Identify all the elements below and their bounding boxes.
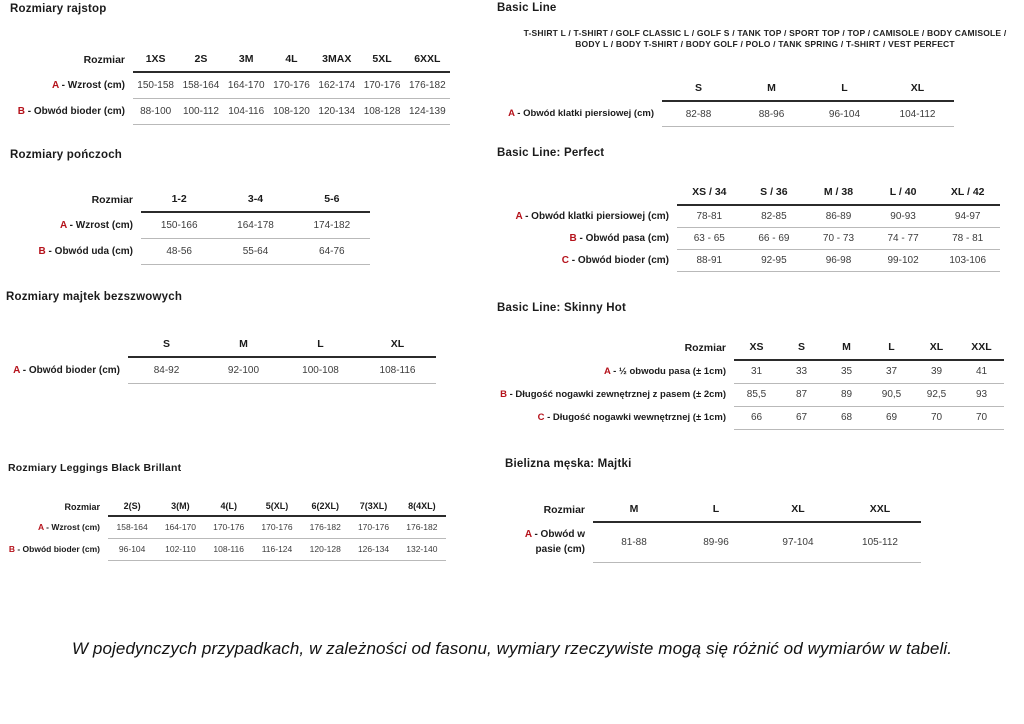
size-column-header: XS / 34	[677, 181, 742, 205]
size-value-cell: 88-91	[677, 249, 742, 271]
size-column-header: 2(S)	[108, 496, 156, 516]
size-table	[10, 188, 370, 265]
size-column-header: M	[593, 498, 675, 522]
measurement-label: B - Obwód pasa (cm)	[569, 232, 669, 244]
size-header-row	[497, 77, 954, 101]
size-value-cell: 100-108	[282, 357, 359, 383]
measurement-label: A - Obwód w pasie (cm)	[524, 529, 585, 555]
size-column-header: 3-4	[217, 188, 293, 212]
size-value-cell: 97-104	[757, 522, 839, 562]
size-value-cell: 150-158	[133, 72, 178, 98]
size-value-cell: 174-182	[294, 212, 370, 238]
size-column-header: L / 40	[871, 181, 936, 205]
size-value-cell: 162-174	[314, 72, 359, 98]
size-column-header: S	[779, 336, 824, 360]
size-value-cell: 96-104	[808, 101, 881, 127]
size-table	[8, 496, 446, 561]
size-value-cell: 81-88	[593, 522, 675, 562]
size-value-cell: 92,5	[914, 383, 959, 406]
measurement-label: A - ½ obwodu pasa (± 1cm)	[603, 366, 726, 377]
size-value-cell: 96-98	[806, 249, 871, 271]
size-value-cell: 158-164	[178, 72, 223, 98]
measurement-letter: B	[569, 232, 577, 244]
size-column-header: L	[282, 333, 359, 357]
measurement-row	[497, 383, 1004, 406]
size-value-cell: 176-182	[405, 72, 450, 98]
size-column-header: 6(2XL)	[301, 496, 349, 516]
table-corner-label: Rozmiar	[91, 194, 133, 206]
size-value-cell: 132-140	[398, 538, 446, 560]
size-value-cell: 126-134	[349, 538, 397, 560]
measurement-row	[497, 406, 1004, 429]
section-title-leggings-black-brillant: Rozmiary Leggings Black Brillant	[8, 462, 182, 474]
size-header-row	[497, 336, 1004, 360]
size-value-cell: 37	[869, 360, 914, 383]
measurement-label: A - Wzrost (cm)	[60, 219, 133, 231]
measurement-label: B - Obwód bioder (cm)	[17, 105, 125, 117]
size-table	[497, 181, 1000, 272]
size-value-cell: 93	[959, 383, 1004, 406]
section-title-rozmiary-rajstop: Rozmiary rajstop	[10, 3, 107, 15]
section-title-basic-line-skinny-hot: Basic Line: Skinny Hot	[497, 302, 627, 314]
size-table-majtki-meskie	[505, 498, 921, 563]
size-value-cell: 100-112	[178, 98, 223, 124]
size-value-cell: 90-93	[871, 205, 936, 227]
size-column-header: 7(3XL)	[349, 496, 397, 516]
measurement-label: B - Obwód uda (cm)	[38, 245, 133, 257]
size-column-header: 6XXL	[405, 48, 450, 72]
size-header-row	[10, 48, 450, 72]
size-column-header: XXL	[959, 336, 1004, 360]
size-table	[10, 48, 450, 125]
size-value-cell: 103-106	[935, 249, 1000, 271]
size-column-header: XL	[757, 498, 839, 522]
size-column-header: 5(XL)	[253, 496, 301, 516]
size-value-cell: 170-176	[359, 72, 404, 98]
measurement-row	[10, 212, 370, 238]
size-column-header: S	[128, 333, 205, 357]
size-value-cell: 104-116	[224, 98, 269, 124]
size-table	[6, 333, 436, 384]
section-title-rozmiary-ponczoch: Rozmiary pończoch	[10, 149, 123, 161]
measurement-letter: A	[524, 529, 532, 540]
size-column-header: 8(4XL)	[398, 496, 446, 516]
size-value-cell: 67	[779, 406, 824, 429]
size-value-cell: 70	[914, 406, 959, 429]
size-value-cell: 94-97	[935, 205, 1000, 227]
size-value-cell: 108-116	[359, 357, 436, 383]
size-column-header: XS	[734, 336, 779, 360]
size-column-header: M	[735, 77, 808, 101]
measurement-label: A - Obwód klatki piersiowej (cm)	[515, 210, 669, 222]
size-value-cell: 108-120	[269, 98, 314, 124]
measurement-label: C - Obwód bioder (cm)	[561, 254, 669, 266]
size-value-cell: 48-56	[141, 238, 217, 264]
basic-line-product-list: T-SHIRT L / T-SHIRT / GOLF CLASSIC L / GOLF S / TANK TOP / SPORT TOP / TOP / CAMISOLE / BODY CAMISOLE / BODY L / BODY T-SHIRT / BODY GOLF / POLO / TANK SPRING / T-SHIRT / VEST PERFECT	[523, 28, 1007, 50]
size-value-cell: 86-89	[806, 205, 871, 227]
section-title-basic-line: Basic Line	[497, 2, 557, 14]
size-value-cell: 84-92	[128, 357, 205, 383]
measurement-row	[8, 538, 446, 560]
size-table-rajstop	[10, 48, 450, 125]
size-column-header: S / 36	[742, 181, 807, 205]
measurement-row	[497, 249, 1000, 271]
size-column-header: 3M	[224, 48, 269, 72]
size-value-cell: 82-88	[662, 101, 735, 127]
size-table	[505, 498, 921, 563]
size-value-cell: 41	[959, 360, 1004, 383]
size-value-cell: 89-96	[675, 522, 757, 562]
size-value-cell: 170-176	[205, 516, 253, 538]
size-value-cell: 39	[914, 360, 959, 383]
size-value-cell: 104-112	[881, 101, 954, 127]
measurement-letter: B	[17, 105, 25, 117]
size-value-cell: 108-128	[359, 98, 404, 124]
size-value-cell: 124-139	[405, 98, 450, 124]
size-column-header: XL	[359, 333, 436, 357]
size-value-cell: 176-182	[398, 516, 446, 538]
table-corner-label: Rozmiar	[64, 502, 100, 512]
section-basic-line	[497, 1, 1011, 127]
size-column-header: XL	[881, 77, 954, 101]
size-table-basic-line	[497, 77, 1011, 128]
section-title-rozmiary-majtek-bezszwowych: Rozmiary majtek bezszwowych	[6, 291, 183, 303]
size-value-cell: 96-104	[108, 538, 156, 560]
size-value-cell: 164-170	[156, 516, 204, 538]
size-value-cell: 85,5	[734, 383, 779, 406]
measurement-letter: C	[537, 412, 545, 423]
measurement-row	[497, 101, 954, 127]
size-column-header: 5XL	[359, 48, 404, 72]
measurement-letter: A	[52, 79, 59, 91]
size-value-cell: 89	[824, 383, 869, 406]
size-value-cell: 92-95	[742, 249, 807, 271]
measurement-row	[8, 516, 446, 538]
measurement-label: C - Długość nogawki wewnętrznej (± 1cm)	[537, 412, 726, 423]
table-corner-label: Rozmiar	[543, 504, 585, 516]
measurement-label: A - Wzrost (cm)	[52, 79, 125, 91]
size-column-header: M	[205, 333, 282, 357]
measurement-label: A - Obwód klatki piersiowej (cm)	[508, 108, 654, 120]
size-value-cell: 69	[869, 406, 914, 429]
measurement-letter: A	[515, 210, 523, 222]
size-value-cell: 88-96	[735, 101, 808, 127]
size-value-cell: 99-102	[871, 249, 936, 271]
measurement-letter: B	[38, 245, 46, 257]
size-value-cell: 158-164	[108, 516, 156, 538]
size-column-header: M	[824, 336, 869, 360]
section-rozmiary-leggings-black-brillant	[8, 461, 446, 561]
size-value-cell: 105-112	[839, 522, 921, 562]
size-header-row	[505, 498, 921, 522]
size-column-header: 1XS	[133, 48, 178, 72]
measurement-label: B - Długość nogawki zewnętrznej z pasem (± 2cm)	[500, 389, 726, 400]
size-value-cell: 176-182	[301, 516, 349, 538]
size-header-row	[8, 496, 446, 516]
size-column-header: S	[662, 77, 735, 101]
size-column-header: 4L	[269, 48, 314, 72]
size-value-cell: 170-176	[349, 516, 397, 538]
section-rozmiary-ponczoch	[10, 148, 370, 265]
size-value-cell: 108-116	[205, 538, 253, 560]
size-table	[497, 77, 954, 128]
size-value-cell: 63 - 65	[677, 227, 742, 249]
measurement-row	[497, 227, 1000, 249]
section-basic-line-skinny-hot	[497, 301, 1004, 430]
size-value-cell: 31	[734, 360, 779, 383]
table-corner-label	[6, 333, 128, 357]
size-value-cell: 82-85	[742, 205, 807, 227]
section-title-bielizna-meska-majtki: Bielizna męska: Majtki	[505, 458, 632, 470]
size-value-cell: 150-166	[141, 212, 217, 238]
size-column-header: XXL	[839, 498, 921, 522]
size-column-header: L	[869, 336, 914, 360]
size-value-cell: 164-170	[224, 72, 269, 98]
section-bielizna-meska-majtki	[505, 457, 921, 563]
measurement-row	[505, 522, 921, 562]
measurement-letter: A	[603, 366, 611, 377]
size-header-row	[10, 188, 370, 212]
size-value-cell: 120-128	[301, 538, 349, 560]
size-value-cell: 78-81	[677, 205, 742, 227]
measurement-letter: B	[500, 389, 507, 400]
size-value-cell: 170-176	[253, 516, 301, 538]
size-table-majtki-bezszwowe	[6, 333, 436, 384]
size-value-cell: 87	[779, 383, 824, 406]
measurement-row	[497, 360, 1004, 383]
measurement-label: A - Wzrost (cm)	[37, 522, 100, 532]
measurement-letter: A	[13, 364, 20, 376]
size-value-cell: 92-100	[205, 357, 282, 383]
measurement-row	[10, 98, 450, 124]
size-table-ponczochy	[10, 188, 370, 265]
size-value-cell: 66	[734, 406, 779, 429]
size-value-cell: 120-134	[314, 98, 359, 124]
size-column-header: 5-6	[294, 188, 370, 212]
measurement-label: B - Obwód bioder (cm)	[8, 544, 100, 554]
measurement-letter: B	[8, 544, 15, 554]
size-value-cell: 33	[779, 360, 824, 383]
table-corner-label: Rozmiar	[83, 54, 125, 66]
size-value-cell: 90,5	[869, 383, 914, 406]
measurement-row	[10, 72, 450, 98]
size-header-row	[6, 333, 436, 357]
size-column-header: XL	[914, 336, 959, 360]
size-table-skinny-hot	[497, 336, 1004, 430]
table-corner-label	[497, 181, 677, 205]
size-value-cell: 170-176	[269, 72, 314, 98]
section-rozmiary-rajstop	[10, 2, 450, 125]
size-value-cell: 70 - 73	[806, 227, 871, 249]
size-column-header: M / 38	[806, 181, 871, 205]
size-value-cell: 88-100	[133, 98, 178, 124]
table-corner-label: Rozmiar	[684, 342, 726, 354]
size-value-cell: 116-124	[253, 538, 301, 560]
size-column-header: XL / 42	[935, 181, 1000, 205]
size-value-cell: 64-76	[294, 238, 370, 264]
measurement-label: A - Obwód bioder (cm)	[13, 364, 120, 376]
measurement-letter: A	[508, 108, 515, 120]
size-column-header: L	[675, 498, 757, 522]
table-corner-label	[497, 77, 662, 101]
size-column-header: 1-2	[141, 188, 217, 212]
size-table-basic-line-perfect	[497, 181, 1000, 272]
size-value-cell: 78 - 81	[935, 227, 1000, 249]
size-value-cell: 164-178	[217, 212, 293, 238]
measurement-row	[6, 357, 436, 383]
size-column-header: 2S	[178, 48, 223, 72]
measurement-letter: A	[37, 522, 44, 532]
section-title-basic-line-perfect: Basic Line: Perfect	[497, 147, 605, 159]
section-basic-line-perfect	[497, 146, 1000, 272]
measurement-letter: C	[561, 254, 569, 266]
size-column-header: L	[808, 77, 881, 101]
size-column-header: 3MAX	[314, 48, 359, 72]
section-rozmiary-majtek-bezszwowych	[6, 290, 436, 384]
size-value-cell: 102-110	[156, 538, 204, 560]
size-table-leggings	[8, 496, 446, 561]
size-header-row	[497, 181, 1000, 205]
size-column-header: 3(M)	[156, 496, 204, 516]
size-value-cell: 74 - 77	[871, 227, 936, 249]
measurement-row	[497, 205, 1000, 227]
size-table	[497, 336, 1004, 430]
size-value-cell: 55-64	[217, 238, 293, 264]
size-value-cell: 35	[824, 360, 869, 383]
size-value-cell: 66 - 69	[742, 227, 807, 249]
measurement-row	[10, 238, 370, 264]
size-value-cell: 68	[824, 406, 869, 429]
size-value-cell: 70	[959, 406, 1004, 429]
measurement-letter: A	[60, 219, 67, 231]
size-column-header: 4(L)	[205, 496, 253, 516]
footer-disclaimer: W pojedynczych przypadkach, w zależności od fasonu, wymiary rzeczywiste mogą się różnić od wymiarów w tabeli.	[71, 639, 953, 658]
